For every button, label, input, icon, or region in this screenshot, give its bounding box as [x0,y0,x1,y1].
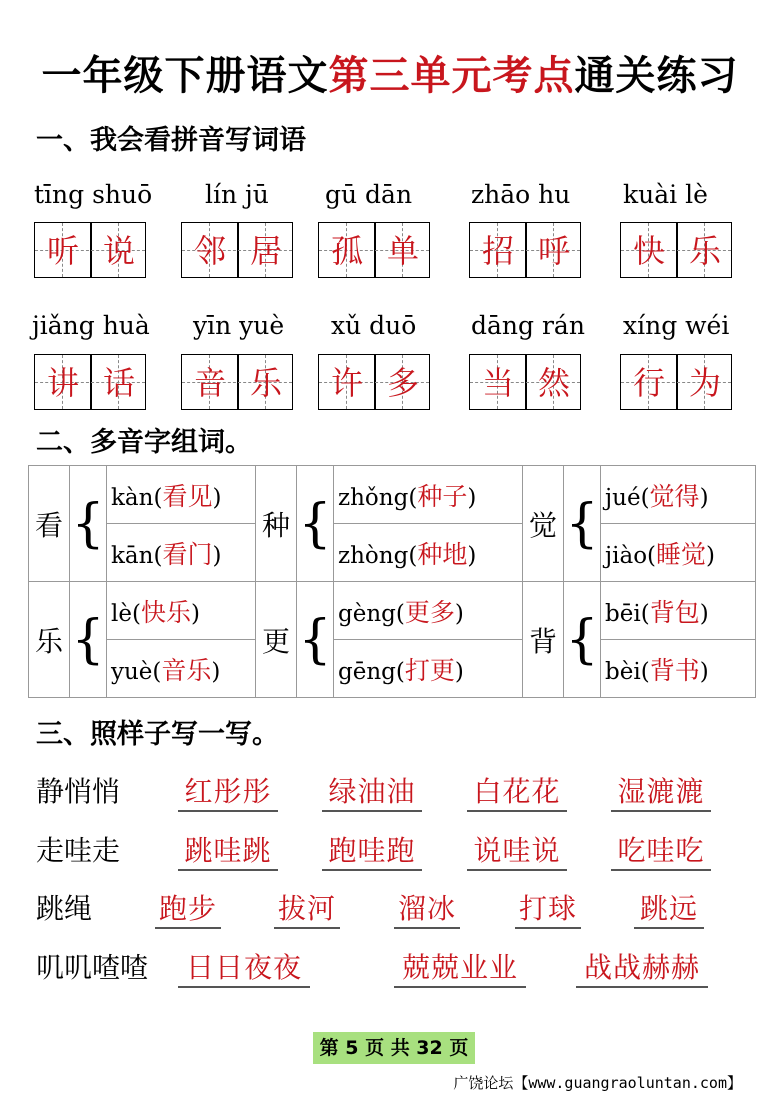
answer-word: 绿油油 [322,770,422,812]
tianzige-box [34,222,146,278]
example-label: 走哇走 [36,834,121,867]
polyphone-entry: zhǒng(种子) [334,466,523,524]
answer-char: 招 [481,232,514,270]
entry-pinyin: bēi [605,600,641,627]
entry-pinyin: jiào [605,542,648,569]
entry-word: 打更 [404,655,455,685]
entry-word: 音乐 [161,655,212,685]
polyphone-entry: gèng(更多) [334,582,523,640]
polyphone-char: 乐 [29,582,70,698]
polyphone-entry: zhòng(种地) [334,524,523,582]
polyphone-entry: jiào(睡觉) [601,524,756,582]
brace-icon: { [297,466,334,582]
tianzige-box [181,222,293,278]
polyphone-entry: kàn(看见) [107,466,256,524]
pinyin-label: lín jū [205,180,269,209]
pinyin-label: kuài lè [623,180,708,209]
tianzige-box [34,354,146,410]
pinyin-label: dāng rán [471,311,585,340]
answer-char: 许 [330,364,363,402]
entry-word: 背书 [649,655,700,685]
entry-pinyin: zhòng [338,542,409,569]
polyphone-entry: gēng(打更) [334,640,523,698]
title-part1: 一年级下册语文 [41,53,329,99]
entry-pinyin: kàn [111,484,154,511]
answer-word: 溜冰 [394,887,460,929]
pinyin-label: gū dān [325,180,413,209]
entry-word: 种子 [417,481,468,511]
pinyin-label: zhāo hu [471,180,571,209]
entry-word: 背包 [649,597,700,627]
title-part3: 通关练习 [574,53,739,99]
entry-word: 种地 [417,539,468,569]
answer-char: 话 [102,364,135,402]
example-label: 叽叽喳喳 [36,951,149,984]
tianzige-box [469,222,581,278]
pinyin-label: tīng shuō [34,180,153,209]
tianzige-box [620,354,732,410]
title-part2: 第三单元考点 [328,53,575,99]
answer-char: 讲 [46,364,79,402]
entry-pinyin: yuè [111,658,153,685]
answer-char: 邻 [193,232,226,270]
answer-char: 行 [632,364,665,402]
entry-word: 更多 [404,597,455,627]
page-number-badge: 第 5 页 共 32 页 [313,1032,475,1064]
entry-word: 快乐 [140,597,191,627]
pinyin-label: xíng wéi [623,311,730,340]
example-label: 跳绳 [36,892,93,925]
answer-char: 快 [632,232,665,270]
answer-word: 打球 [515,887,581,929]
answer-char: 当 [481,364,514,402]
answer-word: 说哇说 [467,829,567,871]
answer-word: 湿漉漉 [611,770,711,812]
pinyin-label: yīn yuè [193,311,285,340]
section2-heading: 二、多音字组词。 [36,427,252,458]
brace-icon: { [70,582,107,698]
answer-char: 乐 [688,232,721,270]
polyphone-char: 背 [523,582,564,698]
brace-icon: { [564,466,601,582]
answer-word: 跳远 [634,887,704,929]
entry-pinyin: jué [605,484,641,511]
polyphone-entry: kān(看门) [107,524,256,582]
tianzige-box [620,222,732,278]
polyphone-entry: yuè(音乐) [107,640,256,698]
tianzige-box [318,354,430,410]
polyphone-entry: bèi(背书) [601,640,756,698]
pinyin-label: jiǎng huà [32,311,150,340]
brace-icon: { [70,466,107,582]
brace-icon: { [297,582,334,698]
entry-pinyin: kān [111,542,154,569]
answer-word: 拔河 [274,887,340,929]
polyphone-char: 觉 [523,466,564,582]
answer-char: 呼 [537,232,570,270]
entry-pinyin: lè [111,600,132,627]
entry-word: 看门 [162,539,213,569]
section1-heading: 一、我会看拼音写词语 [36,125,306,156]
polyphone-char: 更 [256,582,297,698]
answer-char: 然 [537,364,570,402]
answer-word: 跑哇跑 [322,829,422,871]
answer-char: 居 [249,232,282,270]
tianzige-box [318,222,430,278]
answer-char: 多 [386,364,419,402]
answer-char: 为 [688,364,721,402]
answer-char: 乐 [249,364,282,402]
tianzige-box [469,354,581,410]
entry-pinyin: gèng [338,600,396,627]
entry-word: 看见 [162,481,213,511]
answer-word: 跑步 [155,887,221,929]
entry-pinyin: gēng [338,658,396,685]
section3-heading: 三、照样子写一写。 [36,719,279,750]
answer-word: 战战赫赫 [576,946,708,988]
brace-icon: { [564,582,601,698]
example-label: 静悄悄 [36,775,121,808]
polyphone-char: 看 [29,466,70,582]
answer-char: 单 [386,232,419,270]
answer-char: 听 [46,232,79,270]
answer-char: 孤 [330,232,363,270]
tianzige-box [181,354,293,410]
pinyin-label: xǔ duō [331,311,417,340]
polyphone-entry: lè(快乐) [107,582,256,640]
answer-char: 说 [102,232,135,270]
polyphone-entry: bēi(背包) [601,582,756,640]
polyphone-table [28,465,756,698]
polyphone-char: 种 [256,466,297,582]
answer-word: 吃哇吃 [611,829,711,871]
entry-word: 觉得 [649,481,700,511]
answer-word: 白花花 [467,770,567,812]
answer-word: 红彤彤 [178,770,278,812]
answer-char: 音 [193,364,226,402]
polyphone-entry: jué(觉得) [601,466,756,524]
page-title [0,44,780,101]
entry-word: 睡觉 [656,539,707,569]
answer-word: 兢兢业业 [394,946,526,988]
entry-pinyin: bèi [605,658,641,685]
answer-word: 跳哇跳 [178,829,278,871]
entry-pinyin: zhǒng [338,484,409,511]
footer-source: 广饶论坛【www.guangraoluntan.com】 [453,1074,742,1092]
answer-word: 日日夜夜 [178,946,310,988]
